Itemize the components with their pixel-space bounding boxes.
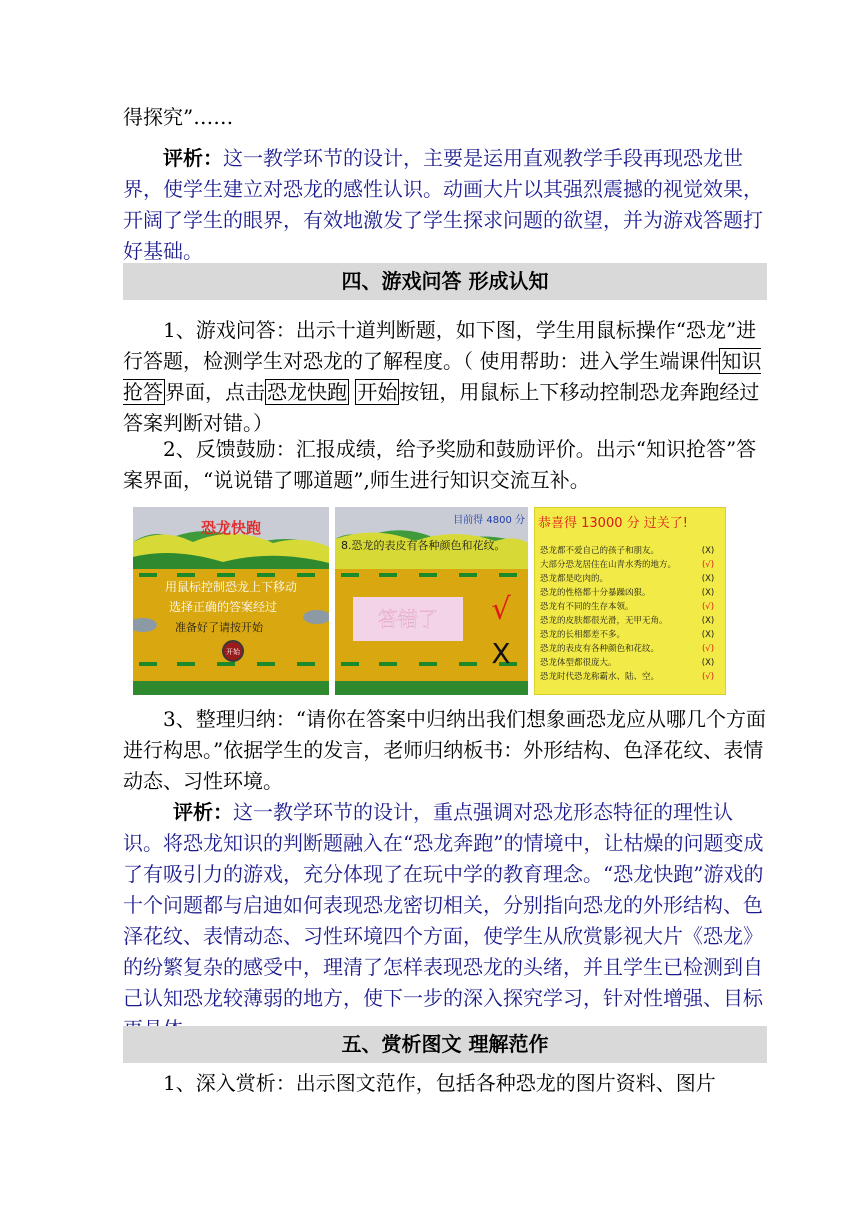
answer-row: 恐龙的皮肤都很光滑，无甲无角。: [540, 616, 668, 626]
answer-row: 恐龙体型都很庞大。: [540, 658, 617, 668]
answer-row: 恐龙都是吃肉的。: [540, 574, 609, 584]
wrong-answer-label: 答错了: [378, 607, 438, 631]
paragraph-continuation: 得探究”……: [123, 105, 234, 129]
knowledge-quiz-box: 知识抢答: [123, 349, 762, 404]
answer-row: 恐龙时代恐龙称霸水、陆、空。: [540, 672, 660, 682]
feedback-paragraph: 2、反馈鼓励：汇报成绩，给予奖励和鼓励评价。出示“知识抢答”答案界面，“说说错了哪道题”,师生进行知识交流互补。: [123, 437, 757, 492]
evaluation-label: 评析：: [163, 146, 223, 170]
evaluation-text: 这一教学环节的设计，重点强调对恐龙形态特征的理性认识。将恐龙知识的判断题融入在“恐龙奔跑”的情境中，让枯燥的问题变成了有吸引力的游戏，充分体现了在玩中学的教育理念。“恐龙快跑”游戏的十个问题都与启迪如何表现恐龙密切相关，分别指向恐龙的外形结构、色泽花纹、表情动态、习性环境四个方面，使学生从欣赏影视大片《恐龙》的纷繁复杂的感受中，理清了怎样表现恐龙的头绪，并且学生已检测到自己认知恐龙较薄弱的地方，使下一步的深入探究学习，针对性增强、目标: [123, 800, 764, 1010]
answer-mark: (√): [701, 602, 715, 612]
answer-mark: (X): [701, 658, 715, 668]
answer-row: 恐龙的性格都十分暴躁凶狠。: [540, 588, 651, 598]
evaluation-label: 评析：: [173, 800, 233, 824]
results-screenshot: [534, 507, 726, 695]
answer-mark: (X): [701, 630, 715, 640]
game-start-screenshot: [133, 507, 329, 695]
answer-row: 恐龙有不同的生存本领。: [540, 602, 634, 612]
game-qa-text: 1、游戏问答：出示十道判断题，如下图，学生用鼠标操作“恐龙”进行答题，检测学生对恐龙的了解程度。（ 使用帮助：进入学生端课件: [123, 318, 757, 373]
section-heading-5: 五、赏析图文 理解范作: [123, 1026, 767, 1063]
evaluation-paragraph-1: [123, 143, 767, 267]
game-qa-text-end: 按钮，用鼠标上下移动控制恐龙奔跑经过答案判断对错。）: [123, 380, 760, 435]
start-button-label[interactable]: 开始: [226, 648, 240, 656]
section-heading-4: 四、游戏问答 形成认知: [123, 263, 767, 300]
correct-mark[interactable]: √: [491, 592, 511, 627]
answer-mark: (X): [701, 546, 715, 556]
wrong-mark[interactable]: X: [491, 637, 511, 670]
game-qa-text-mid: 界面，点击: [165, 380, 265, 404]
answer-mark: (X): [701, 574, 715, 584]
results-header: 恭喜得 13000 分 过关了!: [538, 516, 688, 531]
answer-row: 恐龙都不爱自己的孩子和朋友。: [540, 546, 660, 556]
answer-row: 恐龙的表皮有各种颜色和花纹。: [540, 644, 660, 654]
answer-mark: (√): [701, 560, 715, 570]
evaluation-paragraph-2: [123, 797, 767, 1045]
question-text: 8.恐龙的表皮有各种颜色和花纹。: [341, 539, 506, 552]
summary-paragraph: 3、整理归纳：“请你在答案中归纳出我们想象画恐龙应从哪几个方面进行构思。”依据学生的发言，老师归纳板书：外形结构、色泽花纹、表情动态、习性环境。: [123, 707, 766, 793]
answer-mark: (√): [701, 644, 715, 654]
answer-row: 恐龙的长相都差不多。: [540, 630, 626, 640]
instruction-line-2: 选择正确的答案经过: [168, 600, 278, 614]
game-answer-screenshot: [335, 507, 528, 695]
instruction-line-3: 准备好了请按开始: [175, 621, 263, 634]
answer-mark: (X): [701, 588, 715, 598]
answer-mark: (X): [701, 616, 715, 626]
game-qa-paragraph: [123, 315, 767, 439]
evaluation-text: 这一教学环节的设计，主要是运用直观教学手段再现恐龙世界，使学生建立对恐龙的感性认识。动画大片以其强烈震撼的视觉效果，开阔了学生的眼界，有效地激发了学生探求问题的欲望，并为游戏答题打好基础。: [123, 146, 763, 263]
current-score: 目前得 4800 分: [453, 515, 525, 526]
answer-mark: (√): [701, 672, 715, 682]
dino-run-box: 恐龙快跑: [267, 380, 347, 404]
start-box: 开始: [357, 380, 398, 404]
answer-row: 大部分恐龙居住在山青水秀的地方。: [540, 560, 677, 570]
instruction-line-1: 用鼠标控制恐龙上下移动: [164, 580, 298, 594]
appreciation-paragraph: 1、深入赏析：出示图文范作，包括各种恐龙的图片资料、图片: [163, 1071, 716, 1095]
game-title: 恐龙快跑: [200, 519, 262, 537]
